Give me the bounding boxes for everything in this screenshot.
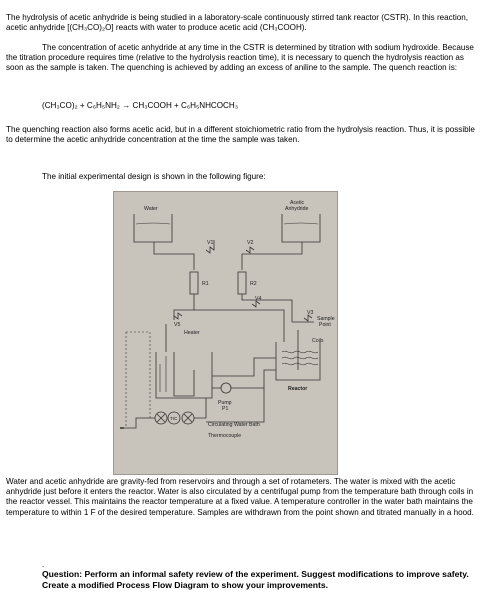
label-heater: Heater xyxy=(184,330,200,336)
label-r1: R1 xyxy=(202,281,209,287)
titration-paragraph: The concentration of acetic anhydride at any time in the CSTR is determined by titration with sodium hydroxide. Because the titration procedure requires time (relative to the hydrolysis reaction time), it is necessary to quench the hydrolysis reaction as soon as the sample is taken. The quenching is achieved by adding an excess of aniline to the sample. The quench reaction is: xyxy=(6,43,474,73)
label-bath: Circulating Water Bath xyxy=(208,422,260,428)
intro-paragraph: The hydrolysis of acetic anhydride is being studied in a laboratory-scale continuously stirred tank reactor (CSTR). In this reaction, acetic anhydride [(CH₃CO)₂O] reacts with water to produce acetic acid (CH₃COOH). xyxy=(6,13,469,33)
label-point: Point xyxy=(319,322,331,328)
label-v1: V1 xyxy=(207,240,214,246)
label-anhydride: Anhydride xyxy=(285,206,309,212)
process-flow-figure xyxy=(113,191,338,475)
description-paragraph: Water and acetic anhydride are gravity-fed from reservoirs and through a set of rotameters. The water is mixed with the acetic anhydride just before it enters the reactor. Water is also circulated by a centrifugal pump from the temperature bath through coils in the reactor vessel. This maintains the reactor temperature at a fixed value. A temperature controller in the water bath maintains the temperature to within 1 F of the desired temperature. Samples are withdrawn from the point shown and titrated manually in a hood. xyxy=(6,477,474,517)
label-v5: V5 xyxy=(174,322,181,328)
figure-intro: The initial experimental design is shown in the following figure: xyxy=(42,172,266,181)
label-thermocouple: Thermocouple xyxy=(208,433,242,439)
label-acetic: Acetic xyxy=(290,200,305,206)
label-v3: V3 xyxy=(307,310,314,316)
process-flow-diagram xyxy=(114,192,337,474)
question-text: Question: Perform an informal safety review of the experiment. Suggest modifications to improve safety. Create a modified Process Flow Diagram to show your improvements. xyxy=(42,569,469,590)
label-reactor: Reactor xyxy=(288,386,308,392)
label-sample: Sample xyxy=(317,316,335,322)
quench-equation: (CH₃CO)₂ + C₆H₅NH₂ → CH₃COOH + C₆H₅NHCOCH₃ xyxy=(42,101,239,110)
label-water: Water xyxy=(144,206,158,212)
quench-paragraph: The quenching reaction also forms acetic acid, but in a different stoichiometric ratio from the hydrolysis reaction. Thus, it is possible to determine the acetic anhydride concentration at the time the sample was taken. xyxy=(6,125,475,145)
label-p1: P1 xyxy=(222,406,229,412)
label-tic: TIC xyxy=(170,416,178,421)
label-pump: Pump xyxy=(218,400,232,406)
separator-dot: . xyxy=(42,560,45,569)
label-v4: V4 xyxy=(255,296,262,302)
label-r2: R2 xyxy=(250,281,257,287)
label-coils: Coils xyxy=(312,338,324,344)
label-v2: V2 xyxy=(247,240,254,246)
